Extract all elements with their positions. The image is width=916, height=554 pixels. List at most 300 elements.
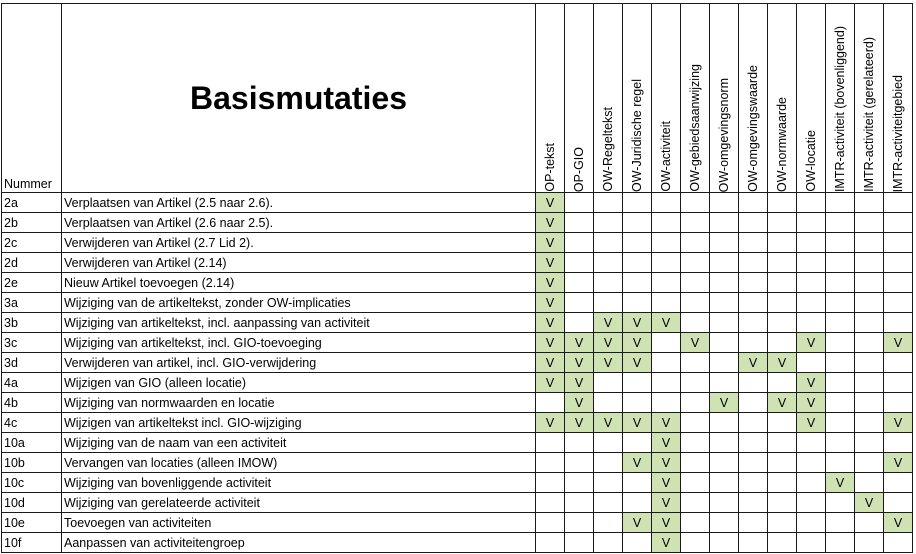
column-header [739,4,768,193]
row-number: 10e [2,513,62,533]
column-header-label: OP-GIO [572,146,586,192]
mark-cell-empty [826,313,855,333]
mark-cell-empty [826,293,855,313]
mark-cell-empty [797,233,826,253]
row-description: Verplaatsen van Artikel (2.6 naar 2.5). [62,213,536,233]
mark-cell-empty [739,333,768,353]
column-header-label: OW-Juridische regel [630,78,644,192]
mark-cell-empty [884,233,913,253]
mark-cell-empty [826,213,855,233]
mark-cell-empty [710,373,739,393]
column-header-label: OW-locatie [804,130,818,192]
mark-cell-empty [710,493,739,513]
mark-cell-empty [681,353,710,373]
mark-cell-empty [855,193,884,213]
mark-cell-empty [884,473,913,493]
mark-cell-empty [594,433,623,453]
mark-cell-empty [652,213,681,233]
column-header [797,4,826,193]
mark-cell-empty [855,213,884,233]
mark-cell-checked: V [884,513,913,533]
mark-cell-empty [594,273,623,293]
row-description: Wijziging van normwaarden en locatie [62,393,536,413]
row-description: Wijziging van bovenliggende activiteit [62,473,536,493]
mark-cell-empty [681,233,710,253]
mark-cell-empty [565,273,594,293]
row-number: 10f [2,533,62,553]
row-number: 3a [2,293,62,313]
row-description: Aanpassen van activiteitengroep [62,533,536,553]
row-number: 4a [2,373,62,393]
mark-cell-checked: V [536,273,565,293]
mark-cell-empty [594,393,623,413]
column-header-label: IMTR-activiteit (gerelateerd) [862,37,876,192]
column-header [681,4,710,193]
column-header-label: OW-Regeltekst [601,107,615,192]
mark-cell-empty [768,493,797,513]
mark-cell-empty [623,293,652,313]
table-row [2,473,913,493]
row-number: 3c [2,333,62,353]
column-header [652,4,681,193]
mark-cell-empty [710,353,739,373]
column-header [710,4,739,193]
mark-cell-empty [710,313,739,333]
table-row [2,333,913,353]
mark-cell-empty [710,253,739,273]
row-number: 4c [2,413,62,433]
mark-cell-empty [739,433,768,453]
mark-cell-empty [797,493,826,513]
mark-cell-empty [710,333,739,353]
mark-cell-empty [768,313,797,333]
basismutaties-table [1,3,913,553]
mark-cell-empty [855,513,884,533]
mark-cell-empty [768,293,797,313]
mark-cell-empty [884,493,913,513]
mark-cell-empty [768,333,797,353]
mark-cell-empty [710,293,739,313]
mark-cell-checked: V [623,513,652,533]
mark-cell-checked: V [536,233,565,253]
row-number: 2a [2,193,62,213]
mark-cell-empty [681,473,710,493]
mark-cell-empty [594,453,623,473]
mark-cell-empty [855,433,884,453]
table-row [2,393,913,413]
mark-cell-empty [681,393,710,413]
mark-cell-empty [623,393,652,413]
row-number: 4b [2,393,62,413]
mark-cell-empty [681,533,710,553]
mark-cell-empty [652,373,681,393]
mark-cell-empty [710,193,739,213]
mark-cell-empty [826,373,855,393]
row-number: 2d [2,253,62,273]
mark-cell-checked: V [652,313,681,333]
mark-cell-empty [826,253,855,273]
mark-cell-empty [565,233,594,253]
row-description: Verwijderen van Artikel (2.14) [62,253,536,273]
mark-cell-empty [652,393,681,413]
mark-cell-empty [652,273,681,293]
mark-cell-empty [623,373,652,393]
mark-cell-empty [681,493,710,513]
page-title: Basismutaties [62,4,536,193]
mark-cell-empty [536,453,565,473]
mark-cell-empty [768,413,797,433]
mark-cell-empty [768,213,797,233]
mark-cell-empty [826,433,855,453]
mark-cell-empty [855,253,884,273]
mark-cell-checked: V [536,373,565,393]
mark-cell-checked: V [652,533,681,553]
mark-cell-empty [681,193,710,213]
column-header-label: OW-omgevingsnorm [717,77,731,192]
column-header [594,4,623,193]
mark-cell-checked: V [652,473,681,493]
mark-cell-empty [797,453,826,473]
mark-cell-empty [681,513,710,533]
mark-cell-empty [681,373,710,393]
mark-cell-checked: V [623,353,652,373]
table-row [2,353,913,373]
row-description: Wijzigen van artikeltekst incl. GIO-wijziging [62,413,536,433]
row-number: 3d [2,353,62,373]
mark-cell-empty [739,373,768,393]
mark-cell-empty [536,433,565,453]
mark-cell-empty [681,313,710,333]
mark-cell-empty [739,453,768,473]
mark-cell-checked: V [826,473,855,493]
row-description: Wijziging van gerelateerde activiteit [62,493,536,513]
mark-cell-empty [855,413,884,433]
column-header-label: OW-normwaarde [775,97,789,192]
table-row [2,413,913,433]
mark-cell-empty [681,253,710,273]
row-description: Wijziging van artikeltekst, incl. GIO-toevoeging [62,333,536,353]
mark-cell-empty [565,253,594,273]
table-row [2,373,913,393]
mark-cell-checked: V [623,413,652,433]
mark-cell-empty [652,193,681,213]
mark-cell-checked: V [768,353,797,373]
mark-cell-empty [855,353,884,373]
mark-cell-empty [710,533,739,553]
column-header-label: IMTR-activiteit (bovenliggend) [833,25,847,192]
mark-cell-checked: V [652,513,681,533]
mark-cell-empty [710,433,739,453]
mark-cell-empty [826,273,855,293]
mark-cell-empty [536,393,565,413]
mark-cell-empty [768,373,797,393]
column-header [565,4,594,193]
mark-cell-checked: V [594,313,623,333]
mark-cell-empty [797,533,826,553]
row-number: 10a [2,433,62,453]
mark-cell-checked: V [652,413,681,433]
mark-cell-empty [884,293,913,313]
table-row [2,493,913,513]
column-header-label: OW-omgevingswaarde [746,65,760,192]
column-header [855,4,884,193]
mark-cell-empty [884,533,913,553]
mark-cell-checked: V [565,393,594,413]
mark-cell-empty [739,493,768,513]
mark-cell-empty [855,233,884,253]
mark-cell-empty [623,193,652,213]
mark-cell-empty [594,253,623,273]
mark-cell-empty [855,453,884,473]
mark-cell-empty [768,433,797,453]
mark-cell-empty [884,213,913,233]
mark-cell-empty [594,473,623,493]
mark-cell-empty [797,353,826,373]
mark-cell-empty [710,273,739,293]
mark-cell-empty [884,273,913,293]
mark-cell-empty [826,193,855,213]
mark-cell-empty [710,473,739,493]
mark-cell-checked: V [565,373,594,393]
mark-cell-empty [623,233,652,253]
mark-cell-checked: V [536,313,565,333]
mark-cell-checked: V [594,413,623,433]
number-header: Nummer [2,4,62,193]
mark-cell-empty [623,213,652,233]
mark-cell-empty [565,313,594,333]
mark-cell-empty [710,453,739,473]
mark-cell-empty [623,433,652,453]
mark-cell-empty [768,273,797,293]
mark-cell-empty [768,533,797,553]
table-row [2,213,913,233]
mark-cell-empty [797,253,826,273]
mark-cell-checked: V [536,353,565,373]
mark-cell-checked: V [536,193,565,213]
row-description: Wijziging van de naam van een activiteit [62,433,536,453]
mark-cell-checked: V [797,393,826,413]
column-header [884,4,913,193]
mark-cell-empty [826,233,855,253]
mark-cell-empty [797,273,826,293]
mark-cell-empty [594,533,623,553]
mark-cell-empty [739,533,768,553]
mark-cell-empty [768,453,797,473]
mark-cell-empty [797,433,826,453]
row-number: 10d [2,493,62,513]
mark-cell-empty [826,493,855,513]
mark-cell-empty [652,253,681,273]
mark-cell-checked: V [652,433,681,453]
row-number: 10b [2,453,62,473]
table-row [2,193,913,213]
mark-cell-checked: V [536,213,565,233]
header-row [2,4,913,193]
mark-cell-empty [855,293,884,313]
mark-cell-checked: V [797,333,826,353]
mark-cell-checked: V [565,333,594,353]
mark-cell-empty [710,233,739,253]
mark-cell-empty [884,313,913,333]
mark-cell-empty [681,413,710,433]
mark-cell-empty [681,213,710,233]
mark-cell-checked: V [768,393,797,413]
mark-cell-checked: V [681,333,710,353]
mark-cell-checked: V [623,453,652,473]
mark-cell-empty [855,273,884,293]
mark-cell-empty [797,513,826,533]
column-header-label: OW-activiteit [659,121,673,192]
mark-cell-empty [768,473,797,493]
mark-cell-empty [594,193,623,213]
mark-cell-empty [536,493,565,513]
row-description: Toevoegen van activiteiten [62,513,536,533]
mark-cell-empty [739,253,768,273]
mark-cell-checked: V [797,373,826,393]
mark-cell-empty [884,393,913,413]
mark-cell-empty [652,353,681,373]
row-description: Wijziging van artikeltekst, incl. aanpassing van activiteit [62,313,536,333]
mark-cell-checked: V [652,493,681,513]
column-header [536,4,565,193]
mark-cell-checked: V [536,333,565,353]
mark-cell-empty [536,513,565,533]
mark-cell-empty [855,533,884,553]
mark-cell-empty [565,533,594,553]
row-number: 2c [2,233,62,253]
mark-cell-checked: V [855,493,884,513]
mark-cell-checked: V [652,453,681,473]
mark-cell-empty [536,473,565,493]
mark-cell-empty [797,213,826,233]
row-number: 10c [2,473,62,493]
mark-cell-empty [739,393,768,413]
table-row [2,233,913,253]
mark-cell-empty [565,293,594,313]
mark-cell-empty [652,233,681,253]
mark-cell-empty [623,493,652,513]
row-number: 2e [2,273,62,293]
mark-cell-empty [826,393,855,413]
mark-cell-checked: V [536,253,565,273]
mark-cell-empty [884,253,913,273]
mark-cell-empty [884,373,913,393]
table-row [2,253,913,273]
table-row [2,273,913,293]
mark-cell-empty [797,293,826,313]
row-description: Verwijderen van artikel, incl. GIO-verwijdering [62,353,536,373]
mark-cell-empty [565,473,594,493]
mark-cell-empty [623,253,652,273]
mark-cell-empty [565,193,594,213]
mark-cell-empty [565,513,594,533]
mark-cell-empty [826,453,855,473]
mark-cell-empty [884,433,913,453]
row-number: 3b [2,313,62,333]
mark-cell-empty [797,313,826,333]
mark-cell-checked: V [884,333,913,353]
mark-cell-empty [681,433,710,453]
mark-cell-checked: V [594,353,623,373]
mark-cell-empty [739,513,768,533]
mark-cell-empty [855,313,884,333]
mark-cell-empty [855,393,884,413]
column-header [826,4,855,193]
row-description: Vervangen van locaties (alleen IMOW) [62,453,536,473]
mark-cell-checked: V [565,353,594,373]
mark-cell-checked: V [710,393,739,413]
mark-cell-empty [884,193,913,213]
mark-cell-empty [739,413,768,433]
table-row [2,313,913,333]
table-row [2,513,913,533]
mark-cell-empty [594,513,623,533]
mark-cell-empty [768,233,797,253]
column-header [623,4,652,193]
mark-cell-empty [855,473,884,493]
table-row [2,433,913,453]
mark-cell-empty [797,193,826,213]
row-description: Verwijderen van Artikel (2.7 Lid 2). [62,233,536,253]
mark-cell-empty [826,353,855,373]
column-header [768,4,797,193]
mark-cell-empty [739,273,768,293]
mark-cell-checked: V [797,413,826,433]
table-row [2,533,913,553]
mark-cell-empty [594,373,623,393]
column-header-label: OP-tekst [543,143,557,192]
mark-cell-empty [826,413,855,433]
mark-cell-empty [768,193,797,213]
mark-cell-checked: V [884,453,913,473]
mark-cell-empty [565,493,594,513]
mark-cell-empty [826,513,855,533]
row-description: Wijziging van de artikeltekst, zonder OW-implicaties [62,293,536,313]
mark-cell-checked: V [536,413,565,433]
mark-cell-empty [565,453,594,473]
mark-cell-checked: V [623,333,652,353]
row-description: Nieuw Artikel toevoegen (2.14) [62,273,536,293]
mark-cell-empty [594,293,623,313]
mark-cell-empty [565,433,594,453]
mark-cell-empty [710,513,739,533]
mark-cell-checked: V [739,353,768,373]
mark-cell-empty [739,313,768,333]
mark-cell-empty [855,373,884,393]
mark-cell-empty [623,473,652,493]
mark-cell-empty [681,273,710,293]
mark-cell-empty [536,533,565,553]
mark-cell-checked: V [623,313,652,333]
row-description: Wijzigen van GIO (alleen locatie) [62,373,536,393]
mark-cell-checked: V [884,413,913,433]
mark-cell-empty [594,233,623,253]
mark-cell-checked: V [565,413,594,433]
mark-cell-empty [768,253,797,273]
mark-cell-empty [710,213,739,233]
mark-cell-empty [739,193,768,213]
mark-cell-empty [826,533,855,553]
row-description: Verplaatsen van Artikel (2.5 naar 2.6). [62,193,536,213]
mark-cell-checked: V [536,293,565,313]
mark-cell-empty [710,413,739,433]
mark-cell-empty [739,213,768,233]
mark-cell-empty [739,293,768,313]
mark-cell-empty [884,353,913,373]
mark-cell-empty [652,293,681,313]
mark-cell-empty [623,273,652,293]
row-number: 2b [2,213,62,233]
